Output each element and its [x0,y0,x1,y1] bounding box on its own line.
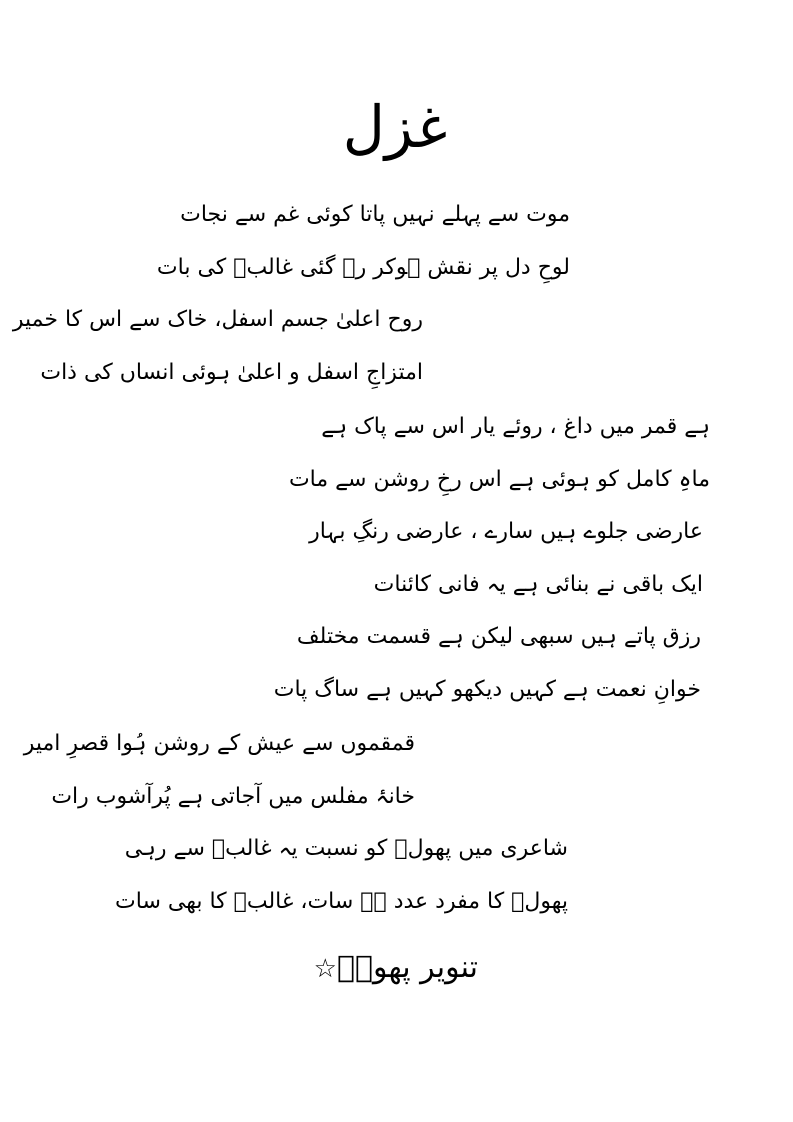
verse-line: روح اعلیٰ جسم اسفل، خاک سے اس کا خمیر [12,307,423,332]
verse-line: پھولؔ کا مفرد عدد ہے سات، غالبؔ کا بھی سات [115,889,568,914]
verse-line: خوانِ نعمت ہے کہیں دیکھو کہیں ہے ساگ پات [273,677,701,702]
verse-line: لوحِ دل پر نقش ہوکر رہ گئی غالبؔ کی بات [156,255,570,280]
verse-line: ہے قمر میں داغ ، روئے یار اس سے پاک ہے [321,414,710,439]
verse-line: عارضی جلوے ہیں سارے ، عارضی رنگِ بہار [309,519,703,544]
poet-name: تنویر پھولؔ [336,950,478,985]
verse-line: موت سے پہلے نہیں پاتا کوئی غم سے نجات [180,202,570,227]
verse-line: ایک باقی نے بنائی ہے یہ فانی کائنات [373,572,703,597]
verse-line: شاعری میں پھولؔ کو نسبت یہ غالبؔ سے رہی [124,836,568,861]
star-icon: ☆ [313,954,337,984]
poem-title: غزل [342,93,448,161]
verse-line: قمقموں سے عیش کے روشن ہُوا قصرِ امیر [23,731,415,756]
verse-line: خانۂ مفلس میں آجاتی ہے پُرآشوب رات [51,784,415,809]
verse-line: رزق پاتے ہیں سبھی لیکن ہے قسمت مختلف [296,624,701,649]
verse-line: امتزاجِ اسفل و اعلیٰ ہوئی انساں کی ذات [40,360,423,385]
poet-signature [313,945,478,992]
verse-line: ماہِ کامل کو ہوئی ہے اس رخِ روشن سے مات [288,467,710,492]
